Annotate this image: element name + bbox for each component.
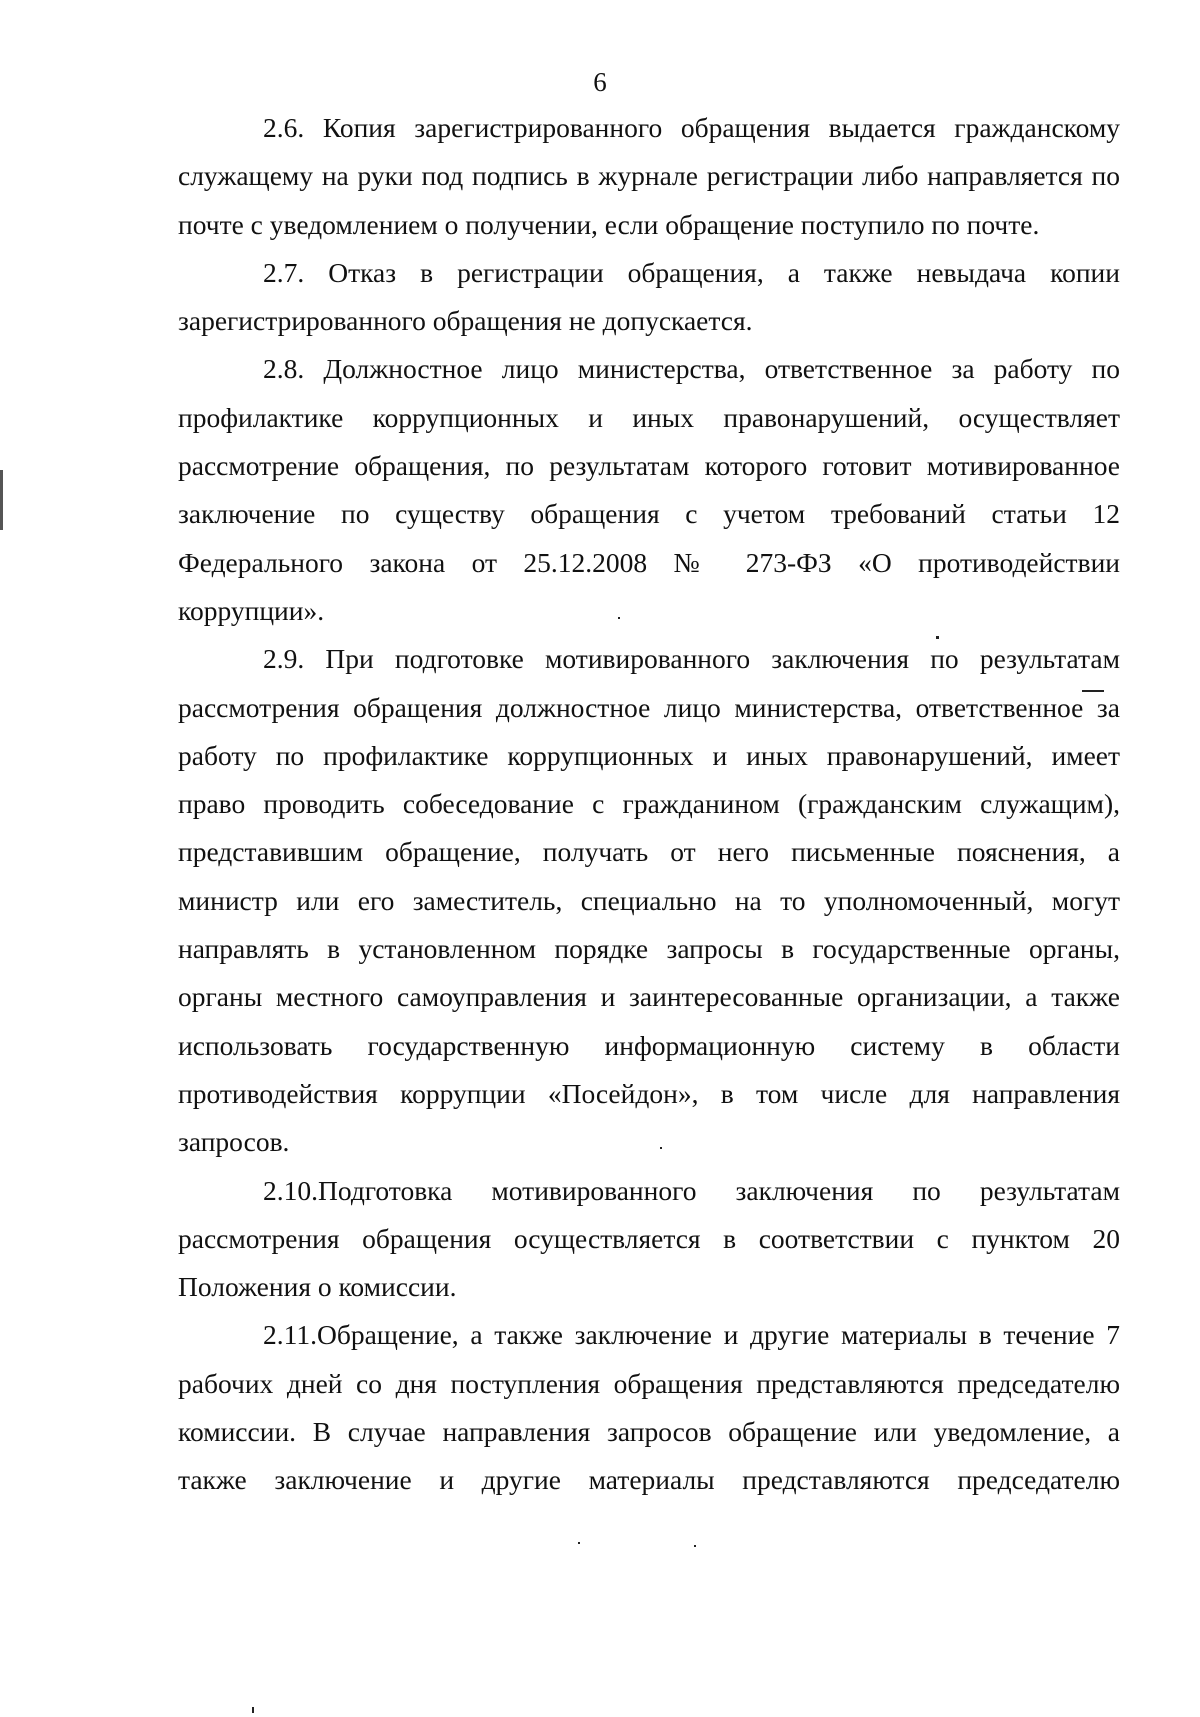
text-line: коррупции». (178, 594, 325, 626)
scan-speck (660, 1147, 662, 1149)
text-line: министр или его заместитель, специально на то уполномоченный, могут (178, 884, 1120, 916)
text-line: право проводить собеседование с гражданином (гражданским служащим), (178, 788, 1120, 820)
text-line: 2.9. При подготовке мотивированного заключения по результатам (263, 643, 1120, 675)
paragraph-2-11 (178, 1311, 1120, 1504)
paragraph-2-10 (178, 1167, 1120, 1312)
text-line: 2.10.Подготовка мотивированного заключения по результатам (263, 1174, 1120, 1206)
scan-speck (0, 470, 3, 530)
paragraph-2-8 (178, 345, 1120, 635)
text-line: запросов. (178, 1126, 290, 1158)
text-line: также заключение и другие материалы представляются председателю (178, 1464, 1120, 1496)
text-line: Федерального закона от 25.12.2008 № 273-ФЗ «О противодействии (178, 546, 1120, 578)
scan-speck (936, 636, 939, 639)
text-line: органы местного самоуправления и заинтересованные организации, а также (178, 981, 1120, 1013)
text-line: рассмотрение обращения, по результатам которого готовит мотивированное (178, 450, 1120, 482)
text-line: 2.7. Отказ в регистрации обращения, а также невыдача копии (263, 256, 1120, 288)
text-line: представившим обращение, получать от него письменные пояснения, а (178, 836, 1120, 868)
text-line: рабочих дней со дня поступления обращения представляются председателю (178, 1367, 1120, 1399)
text-line: профилактике коррупционных и иных правонарушений, осуществляет (178, 401, 1120, 433)
scan-speck (578, 1542, 580, 1544)
text-line: 2.6. Копия зарегистрированного обращения выдается гражданскому (263, 112, 1120, 143)
paragraph-2-9 (178, 635, 1120, 1166)
paragraph-2-7 (178, 249, 1120, 346)
paragraph-2-6 (178, 104, 1120, 249)
text-line: противодействия коррупции «Посейдон», в том числе для направления (178, 1077, 1120, 1109)
scan-speck (252, 1707, 254, 1713)
text-line: использовать государственную информационную систему в области (178, 1029, 1120, 1061)
text-line: Положения о комиссии. (178, 1271, 457, 1303)
text-line: 2.8. Должностное лицо министерства, ответственное за работу по (263, 353, 1120, 385)
document-body (178, 104, 1120, 1505)
text-line: зарегистрированного обращения не допускается. (178, 305, 753, 337)
text-line: почте с уведомлением о получении, если обращение поступило по почте. (178, 208, 1040, 240)
text-line: заключение по существу обращения с учетом требований статьи 12 (178, 498, 1120, 530)
text-line: рассмотрения обращения должностное лицо министерства, ответственное за (178, 691, 1120, 723)
scan-speck (694, 1545, 696, 1547)
text-line: служащему на руки под подпись в журнале регистрации либо направляется по (178, 160, 1120, 192)
scan-speck (618, 617, 620, 619)
text-line: работу по профилактике коррупционных и иных правонарушений, имеет (178, 739, 1120, 771)
text-line: 2.11.Обращение, а также заключение и другие материалы в течение 7 (263, 1319, 1120, 1351)
page-number: 6 (593, 67, 607, 97)
scan-speck (1082, 690, 1104, 692)
text-line: рассмотрения обращения осуществляется в соответствии с пунктом 20 (178, 1222, 1120, 1254)
text-line: комиссии. В случае направления запросов обращение или уведомление, а (178, 1416, 1120, 1448)
text-line: направлять в установленном порядке запросы в государственные органы, (178, 933, 1120, 965)
